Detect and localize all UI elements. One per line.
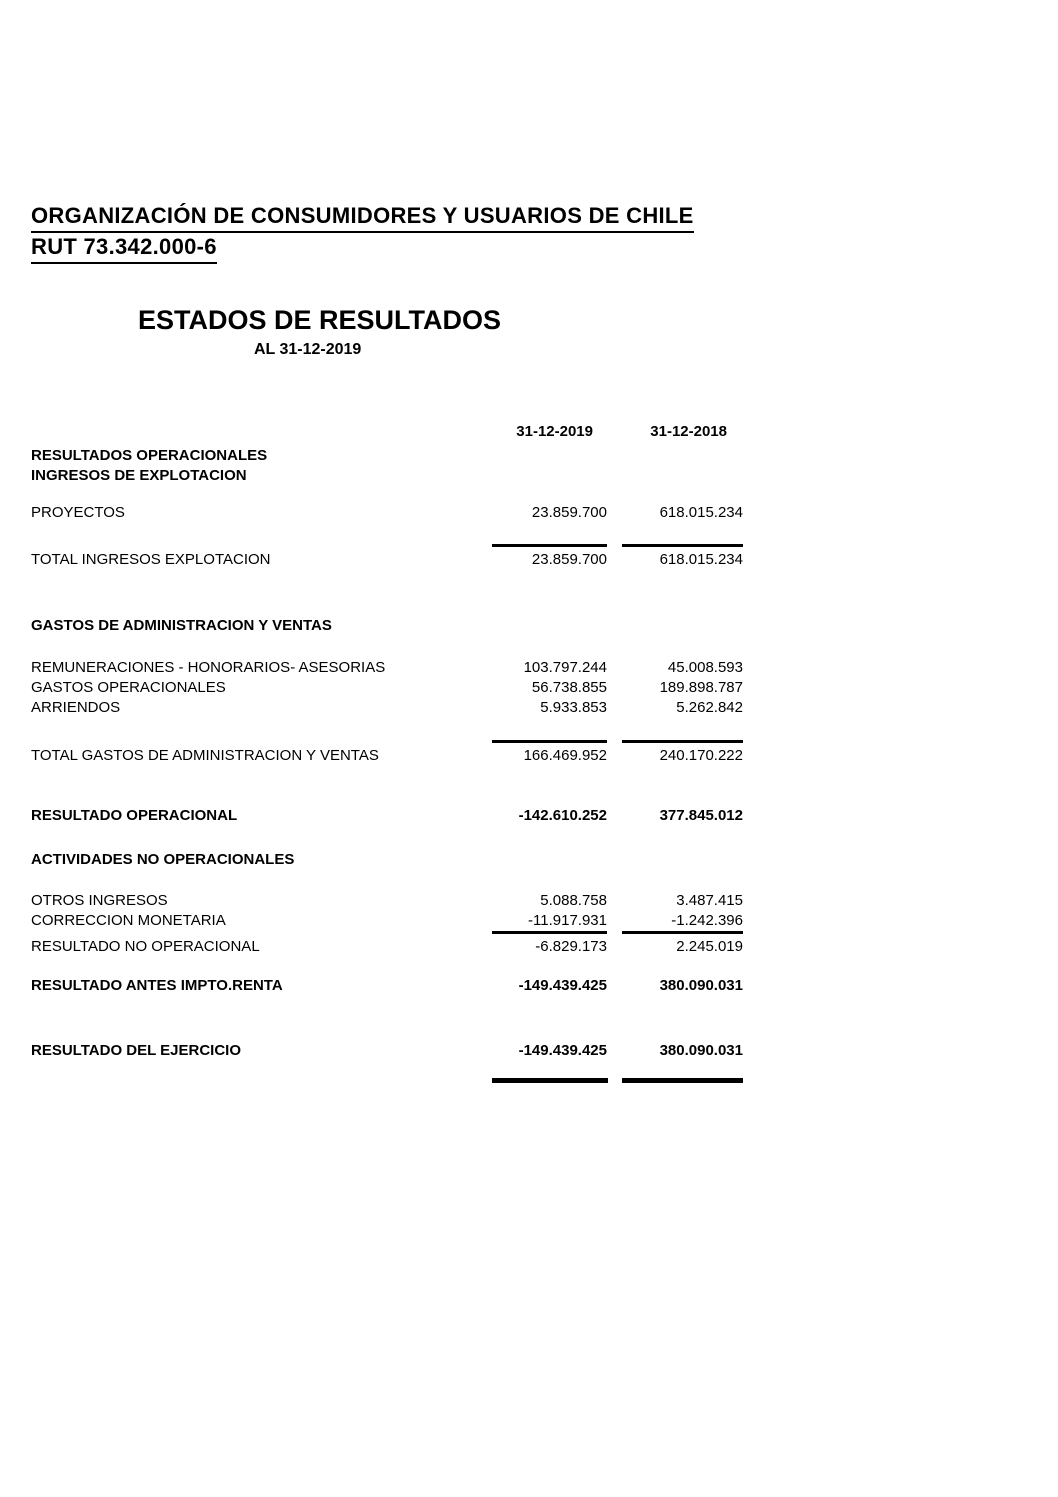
closing-rule-2019 <box>492 1078 608 1083</box>
section-heading-gastos-administracion <box>31 616 743 635</box>
value-2019: 166.469.952 <box>492 740 607 765</box>
report-title: ESTADOS DE RESULTADOS <box>138 305 502 335</box>
value-2018: -1.242.396 <box>671 912 743 929</box>
value-2018: 377.845.012 <box>659 807 743 824</box>
row-label: RESULTADO OPERACIONAL <box>31 807 238 824</box>
report-date: AL 31-12-2019 <box>254 341 362 358</box>
table-row-otros-ingresos <box>31 891 743 910</box>
value-2018: 45.008.593 <box>667 659 743 676</box>
section-heading-actividades-no-operacionales <box>31 850 743 869</box>
section-heading-ingresos-explotacion <box>31 466 743 485</box>
closing-rule-2018 <box>622 1078 743 1083</box>
value-2018: 618.015.234 <box>659 504 743 521</box>
value-2018: 189.898.787 <box>659 679 743 696</box>
value-2018: 5.262.842 <box>676 699 743 716</box>
table-row-remuneraciones <box>31 658 743 677</box>
row-label: ARRIENDOS <box>31 699 121 716</box>
row-label: RESULTADOS OPERACIONALES <box>31 447 268 464</box>
row-label: PROYECTOS <box>31 504 125 521</box>
value-2019: 5.933.853 <box>540 699 607 716</box>
value-2019: -149.439.425 <box>518 1042 607 1059</box>
row-label: OTROS INGRESOS <box>31 892 168 909</box>
table-row-correccion-monetaria <box>31 911 743 930</box>
row-label: ACTIVIDADES NO OPERACIONALES <box>31 851 295 868</box>
value-2019: 103.797.244 <box>523 659 607 676</box>
value-2019: -142.610.252 <box>518 807 607 824</box>
organization-name: ORGANIZACIÓN DE CONSUMIDORES Y USUARIOS DE CHILE <box>31 203 694 233</box>
row-label: REMUNERACIONES - HONORARIOS- ASESORIAS <box>31 659 386 676</box>
value-2018: 2.245.019 <box>622 931 743 956</box>
table-row-proyectos <box>31 503 743 522</box>
row-label: TOTAL GASTOS DE ADMINISTRACION Y VENTAS <box>31 747 379 764</box>
value-2019: 23.859.700 <box>492 544 607 569</box>
value-2018: 3.487.415 <box>676 892 743 909</box>
section-heading-resultados-operacionales <box>31 446 743 465</box>
value-2019: -11.917.931 <box>528 912 607 929</box>
table-row-resultado-operacional <box>31 806 743 825</box>
table-row-total-gastos <box>31 740 743 765</box>
row-label: INGRESOS DE EXPLOTACION <box>31 467 247 484</box>
row-label: CORRECCION MONETARIA <box>31 912 226 929</box>
row-label: GASTOS OPERACIONALES <box>31 679 226 696</box>
row-label: RESULTADO ANTES IMPTO.RENTA <box>31 977 283 994</box>
value-2019: -6.829.173 <box>492 931 607 956</box>
column-header-2019: 31-12-2019 <box>516 423 593 440</box>
rut-number: RUT 73.342.000-6 <box>31 234 217 264</box>
table-row-gastos-operacionales <box>31 678 743 697</box>
value-2019: -149.439.425 <box>518 977 607 994</box>
table-row-resultado-del-ejercicio <box>31 1041 743 1060</box>
row-label: GASTOS DE ADMINISTRACION Y VENTAS <box>31 617 332 634</box>
value-2019: 5.088.758 <box>540 892 607 909</box>
table-row-resultado-antes-impto <box>31 976 743 995</box>
value-2018: 380.090.031 <box>659 977 743 994</box>
row-label: TOTAL INGRESOS EXPLOTACION <box>31 551 271 568</box>
value-2018: 380.090.031 <box>659 1042 743 1059</box>
table-row-arriendos <box>31 698 743 717</box>
value-2019: 56.738.855 <box>531 679 607 696</box>
value-2018: 240.170.222 <box>622 740 743 765</box>
value-2019: 23.859.700 <box>531 504 607 521</box>
value-2018: 618.015.234 <box>622 544 743 569</box>
table-row-total-ingresos <box>31 544 743 569</box>
row-label: RESULTADO DEL EJERCICIO <box>31 1042 242 1059</box>
column-header-2018: 31-12-2018 <box>650 423 727 440</box>
table-row-resultado-no-operacional <box>31 931 743 956</box>
row-label: RESULTADO NO OPERACIONAL <box>31 938 260 955</box>
